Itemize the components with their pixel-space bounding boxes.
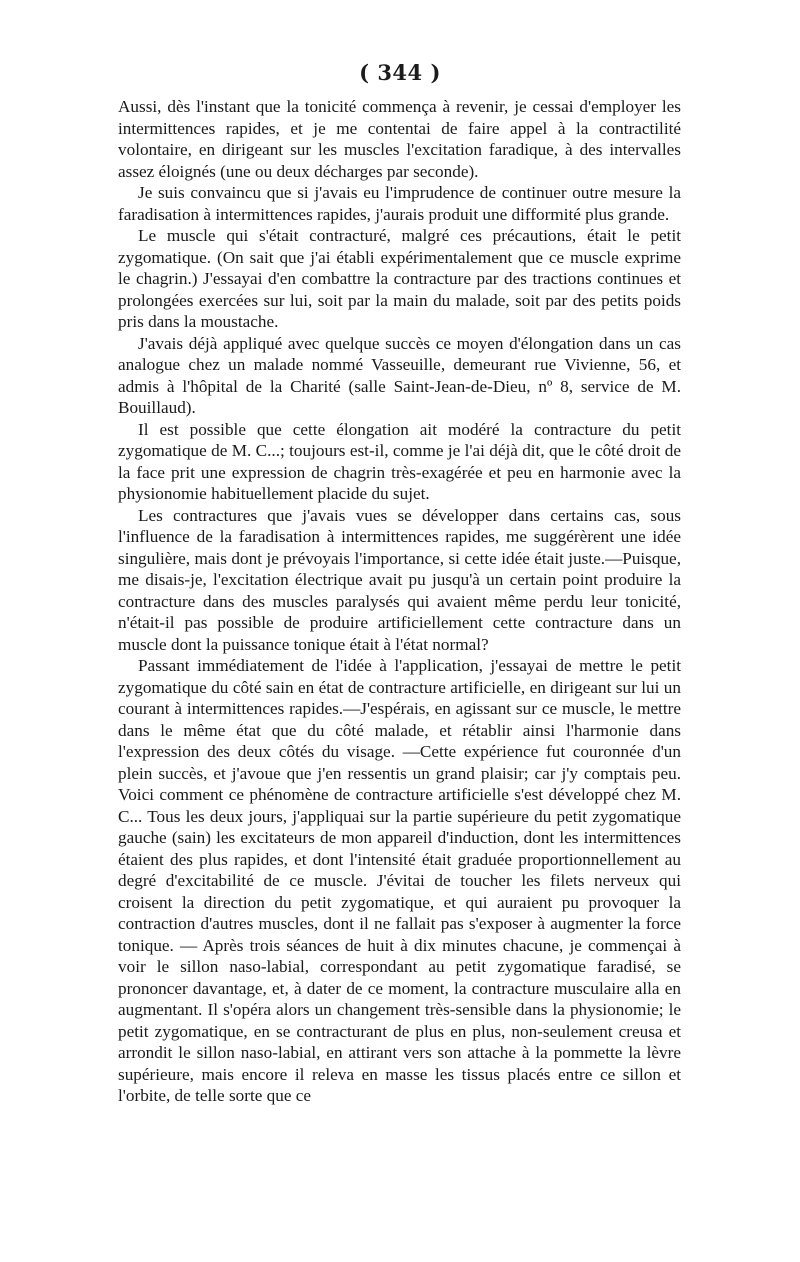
paragraph-5: Il est possible que cette élongation ait modéré la contracture du petit zygomatique de M. C...; toujours est-il, comme je l'ai déjà dit, que le côté droit de la face prit une expression de chagrin très-exagérée et peu en harmonie avec la physionomie habituellement placide du sujet. [118, 419, 681, 503]
page-number: ( 344 ) [359, 60, 441, 85]
paragraph-7: Passant immédiatement de l'idée à l'application, j'essayai de mettre le petit zygomatique du côté sain en état de contracture artificielle, en dirigeant sur lui un courant à intermittences rapides.—J'espérais, en agissant sur ce muscle, le mettre dans le même état que du côté malade, et rétablir ainsi l'harmonie dans l'expression des deux côtés du visage. —Cette expérience fut couronnée d'un plein succès, et j'avoue que j'en ressentis un grand plaisir; car j'y comptais peu. Voici comment ce phénomène de contracture artificielle s'est développé chez M. C... Tous les deux jours, j'appliquai sur la partie supérieure du petit zygomatique gauche (sain) les excitateurs de mon appareil d'induction, dont les intermittences étaient des plus rapides, et dont l'intensité était graduée proportionnellement au degré d'excitabilité de ce muscle. J'évitai de toucher les filets nerveux qui croisent la direction du petit zygomatique, et qui auraient pu provoquer la contraction d'autres muscles, dont il ne fallait pas s'exposer à augmenter la force tonique. — Après trois séances de huit à dix minutes chacune, je commençai à voir le sillon naso-labial, correspondant au petit zygomatique faradisé, se prononcer davantage, et, à dater de ce moment, la contracture musculaire alla en augmentant. Il s'opéra alors un changement très-sensible dans la physionomie; le petit zygomatique, en se contracturant de plus en plus, non-seulement creusa et arrondit le sillon naso-labial, en attirant vers son attache à la pommette la lèvre supérieure, mais encore il releva en masse les tissus placés entre ce sillon et l'orbite, de telle sorte que ce [118, 656, 681, 1105]
paragraph-4: J'avais déjà appliqué avec quelque succès ce moyen d'élongation dans un cas analogue chez un malade nommé Vasseuille, demeurant rue Vivienne, 56, et admis à l'hôpital de la Charité (salle Saint-Jean-de-Dieu, nº 8, service de M. Bouillaud). [118, 333, 681, 417]
paragraph-3: Le muscle qui s'était contracturé, malgré ces précautions, était le petit zygomatique. (On sait que j'ai établi expérimentalement que ce muscle exprime le chagrin.) J'essayai d'en combattre la contracture par des tractions continues et prolongées exercées sur lui, soit par la main du malade, soit par des petits poids pris dans la moustache. [118, 226, 681, 331]
paragraph-2: Je suis convaincu que si j'avais eu l'imprudence de continuer outre mesure la faradisation à intermittences rapides, j'aurais produit une difformité plus grande. [118, 183, 681, 224]
paragraph-1: Aussi, dès l'instant que la tonicité commença à revenir, je cessai d'employer les intermittences rapides, et je me contentai de faire appel à la contractilité volontaire, en dirigeant sur les muscles l'excitation faradique, à des intervalles assez éloignés (une ou deux décharges par seconde). [118, 97, 681, 181]
body-text [118, 96, 681, 1107]
paragraph-6: Les contractures que j'avais vues se développer dans certains cas, sous l'influence de la faradisation à intermittences rapides, me suggérèrent une idée singulière, mais dont je prévoyais l'importance, si cette idée était juste.—Puisque, me disais-je, l'excitation électrique avait pu jusqu'à un certain point produire la contracture dans des muscles paralysés qui avaient même perdu leur tonicité, n'était-il pas possible de produire artificiellement cette contracture dans un muscle dont la puissance tonique était à l'état normal? [118, 505, 681, 654]
